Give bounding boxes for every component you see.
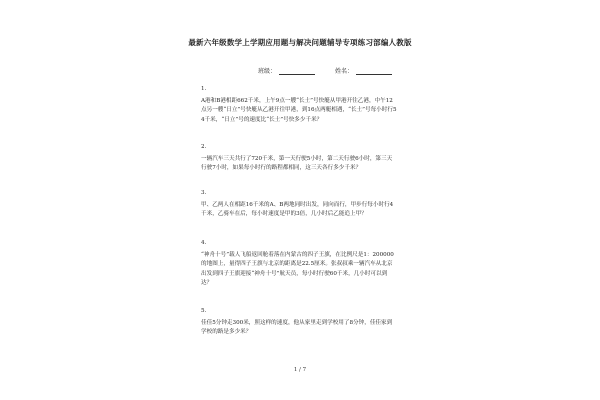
question-number: 3. — [201, 190, 207, 196]
question-5 — [201, 307, 397, 338]
student-info-fields — [258, 66, 412, 75]
class-label: 班级： — [258, 68, 277, 75]
question-text: A港和B港相距662千米，上午9点一艘“长土”号快艇从甲港开往乙港，中午12点另一艘“日立”号快艇从乙港开往甲港，到16点两艇相遇，“长土”号每小时行54千米，“日立”号的速度比“长土”号快多少千米？ — [201, 97, 397, 123]
page-number: 1 / 7 — [293, 367, 307, 373]
question-text: 一辆汽车三天共行了720千米，第一天行驶5小时，第二天行驶6小时，第三天行驶7小时，如果每小时行的路程都相同，这三天各行多少千米？ — [201, 155, 393, 172]
question-text: “神舟十号”载人飞船返回舱着落在内蒙古的四子王旗，在比例尺是1：200000的地图上，量得四子王旗与北京的距离是22.5厘米。张叔叔乘一辆汽车从北京出发到四子王旗迎接“神舟十号”航天员，每小时行驶60千米，几小时可以到达？ — [201, 251, 394, 287]
name-field — [335, 66, 392, 75]
question-3 — [201, 189, 397, 220]
name-blank-line — [356, 68, 392, 75]
name-label: 姓名： — [335, 68, 354, 75]
question-text: 甲、乙两人在相距16千米的A、B两地同时出发，同向而行，甲步行每小时行4千米，乙骑车在后，每小时速度是甲的3倍，几小时后乙能追上甲？ — [201, 201, 394, 218]
question-number: 5. — [201, 308, 207, 314]
question-number: 1. — [201, 86, 207, 92]
question-2 — [201, 143, 397, 174]
question-text: 佳佳5分钟走300米，照这样的速度，他从家里走到学校用了8分钟，佳佳家到学校的路是多少米？ — [201, 319, 393, 336]
question-1 — [201, 85, 397, 125]
class-field — [258, 66, 315, 75]
class-blank-line — [279, 68, 315, 75]
question-4 — [201, 239, 397, 289]
question-number: 4. — [201, 240, 207, 246]
document-title: 最新六年级数学上学期应用题与解决问题辅导专项练习部编人教版 — [188, 38, 412, 47]
question-number: 2. — [201, 144, 207, 150]
